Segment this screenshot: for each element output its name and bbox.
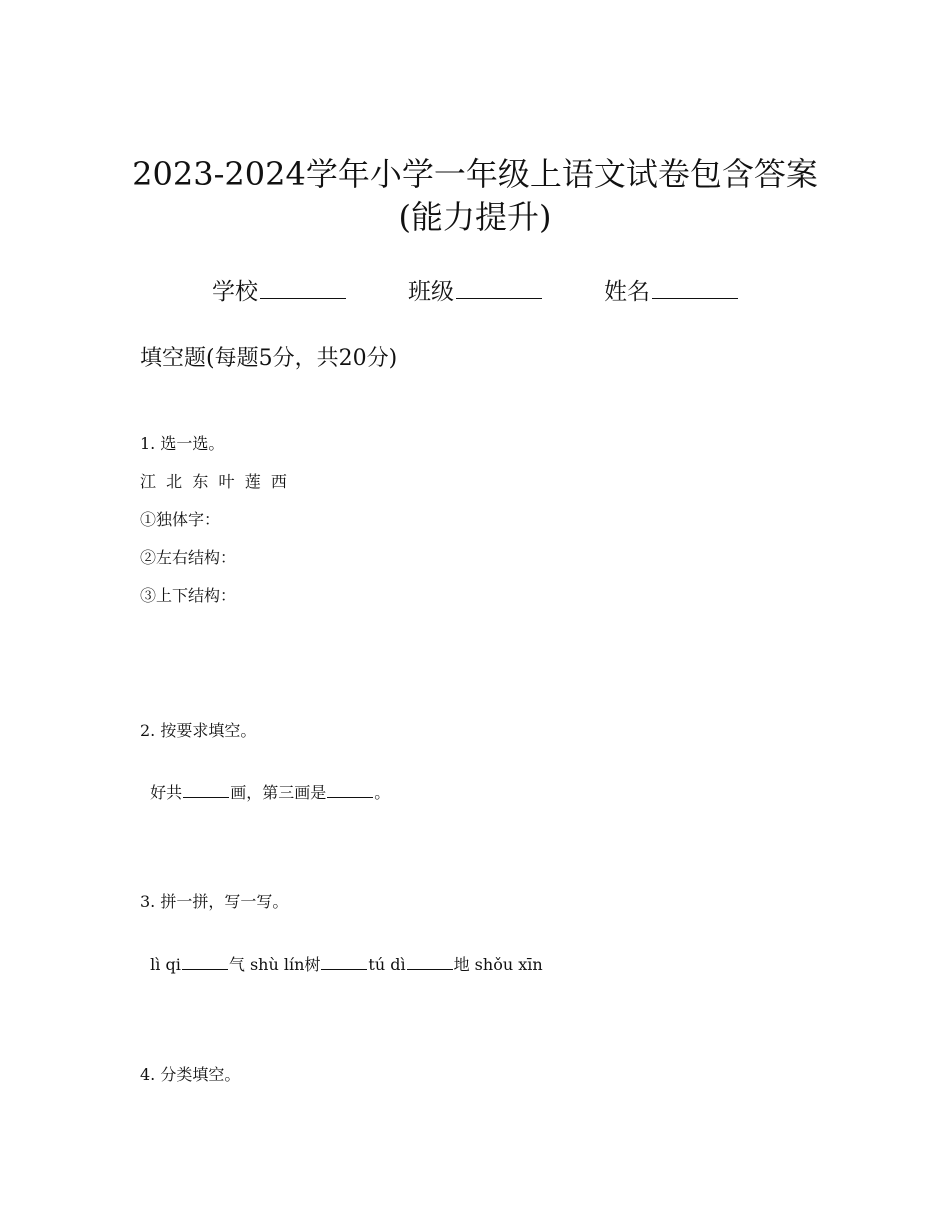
q2-label: 2. 按要求填空。 (140, 721, 257, 740)
school-label: 学校 (212, 279, 258, 305)
q1-item2: ②左右结构： (140, 548, 237, 567)
q4-label: 4. 分类填空。 (140, 1065, 241, 1084)
school-blank[interactable] (260, 276, 346, 299)
section-heading: 填空题(每题5分，共20分) (140, 346, 398, 371)
q1-chars: 江 北 东 叶 莲 西 (140, 472, 287, 491)
q3-part1: lì qi (150, 955, 181, 974)
q3-text (140, 930, 543, 976)
q3-blank-2[interactable] (321, 952, 367, 970)
name-label: 姓名 (604, 279, 650, 305)
q3-blank-1[interactable] (182, 952, 228, 970)
q2-part2: 画，第三画是 (230, 783, 327, 802)
class-label: 班级 (408, 279, 454, 305)
q1-item3: ③上下结构： (140, 586, 237, 605)
q1-item1: ①独体字： (140, 510, 221, 529)
name-field[interactable] (604, 276, 738, 308)
q2-part3: 。 (374, 783, 391, 802)
exam-title: 2023-2024学年小学一年级上语文试卷包含答案 (132, 155, 818, 193)
school-field[interactable] (212, 276, 346, 308)
q3-label: 3. 拼一拼，写一写。 (140, 892, 289, 911)
q1-label: 1. 选一选。 (140, 434, 225, 453)
q3-part4: 地 shǒu xīn (453, 955, 543, 974)
q2-text (140, 758, 390, 804)
exam-subtitle: (能力提升) (398, 198, 552, 236)
q2-blank-1[interactable] (183, 780, 229, 798)
q2-part1: 好共 (150, 783, 183, 802)
student-info-row (0, 276, 950, 308)
class-blank[interactable] (456, 276, 542, 299)
q3-part2: 气 shù lín树 (228, 955, 321, 974)
q3-blank-3[interactable] (407, 952, 453, 970)
name-blank[interactable] (652, 276, 738, 299)
q2-blank-2[interactable] (327, 780, 373, 798)
class-field[interactable] (408, 276, 542, 308)
q3-part3: tú dì (368, 955, 406, 974)
